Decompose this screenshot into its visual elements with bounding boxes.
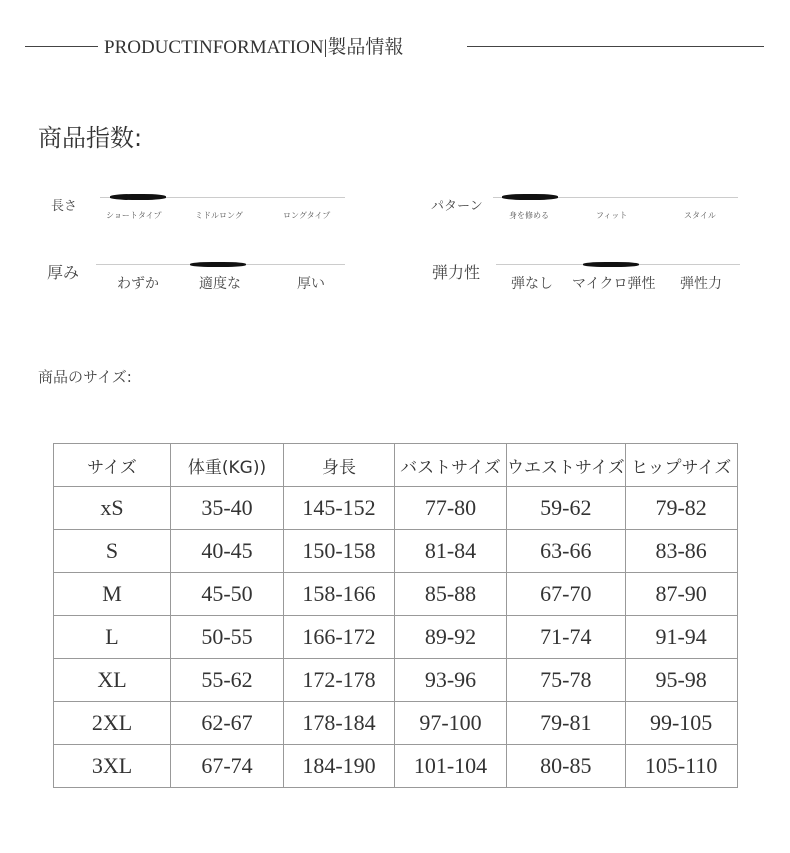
table-row <box>54 616 738 659</box>
size-section-title: 商品のサイズ: <box>38 368 132 386</box>
table-cell: 3XL <box>54 745 171 788</box>
index-option: ロングタイプ <box>283 211 331 220</box>
table-cell: L <box>54 616 171 659</box>
index-selected-marker <box>190 262 246 267</box>
table-row <box>54 487 738 530</box>
table-cell: 158-166 <box>284 573 395 616</box>
index-label-pattern: パターン <box>431 199 483 214</box>
header-cell: ウエストサイズ <box>507 444 626 487</box>
size-table <box>53 443 738 788</box>
table-cell: 101-104 <box>395 745 507 788</box>
index-option: 弾なし <box>511 276 553 292</box>
index-option: 適度な <box>199 276 241 292</box>
table-row <box>54 659 738 702</box>
table-row <box>54 702 738 745</box>
index-option: ショートタイプ <box>106 211 162 220</box>
index-section-title: 商品指数: <box>38 124 143 152</box>
header-cell: バストサイズ <box>395 444 507 487</box>
index-label-thickness: 厚み <box>47 263 80 282</box>
index-option: 厚い <box>297 276 325 292</box>
table-cell: 89-92 <box>395 616 507 659</box>
table-cell: 77-80 <box>395 487 507 530</box>
table-cell: 80-85 <box>507 745 626 788</box>
table-cell: 105-110 <box>625 745 737 788</box>
index-option: ミドルロング <box>195 211 243 220</box>
table-cell: 184-190 <box>284 745 395 788</box>
header-cell: サイズ <box>54 444 171 487</box>
table-cell: 172-178 <box>284 659 395 702</box>
index-selected-marker <box>583 262 639 267</box>
table-cell: 99-105 <box>625 702 737 745</box>
table-cell: 75-78 <box>507 659 626 702</box>
table-cell: 178-184 <box>284 702 395 745</box>
table-cell: 59-62 <box>507 487 626 530</box>
index-label-elasticity: 弾力性 <box>432 263 481 282</box>
index-option: 弾性力 <box>680 276 722 292</box>
table-row <box>54 573 738 616</box>
table-cell: S <box>54 530 171 573</box>
table-cell: 85-88 <box>395 573 507 616</box>
table-cell: 63-66 <box>507 530 626 573</box>
index-option: マイクロ弾性 <box>572 276 656 292</box>
table-cell: 95-98 <box>625 659 737 702</box>
table-cell: 97-100 <box>395 702 507 745</box>
header-line-right <box>467 46 764 47</box>
table-cell: 55-62 <box>171 659 284 702</box>
index-selected-marker <box>110 194 166 200</box>
table-cell: 93-96 <box>395 659 507 702</box>
table-cell: 87-90 <box>625 573 737 616</box>
index-option: 身を修める <box>509 211 549 220</box>
page-title: PRODUCTINFORMATION|製品情報 <box>104 37 404 58</box>
table-cell: 83-86 <box>625 530 737 573</box>
table-cell: 67-74 <box>171 745 284 788</box>
header-line-left <box>25 46 98 47</box>
table-cell: 40-45 <box>171 530 284 573</box>
header-cell: ヒップサイズ <box>625 444 737 487</box>
header-cell: 体重(KG)) <box>171 444 284 487</box>
table-cell: 91-94 <box>625 616 737 659</box>
table-cell: 2XL <box>54 702 171 745</box>
table-cell: 79-82 <box>625 487 737 530</box>
table-row <box>54 745 738 788</box>
index-option: わずか <box>117 276 159 292</box>
header-cell: 身長 <box>284 444 395 487</box>
table-cell: 62-67 <box>171 702 284 745</box>
index-option: フィット <box>596 211 628 220</box>
table-cell: 79-81 <box>507 702 626 745</box>
table-cell: 67-70 <box>507 573 626 616</box>
table-cell: 45-50 <box>171 573 284 616</box>
table-row <box>54 530 738 573</box>
table-cell: 166-172 <box>284 616 395 659</box>
table-cell: 35-40 <box>171 487 284 530</box>
size-table-header-row <box>54 444 738 487</box>
table-cell: 71-74 <box>507 616 626 659</box>
table-cell: 150-158 <box>284 530 395 573</box>
index-label-length: 長さ <box>51 199 78 214</box>
table-cell: 145-152 <box>284 487 395 530</box>
table-cell: M <box>54 573 171 616</box>
table-cell: XL <box>54 659 171 702</box>
table-cell: 81-84 <box>395 530 507 573</box>
table-cell: xS <box>54 487 171 530</box>
table-cell: 50-55 <box>171 616 284 659</box>
index-option: スタイル <box>684 211 716 220</box>
index-selected-marker <box>502 194 558 200</box>
